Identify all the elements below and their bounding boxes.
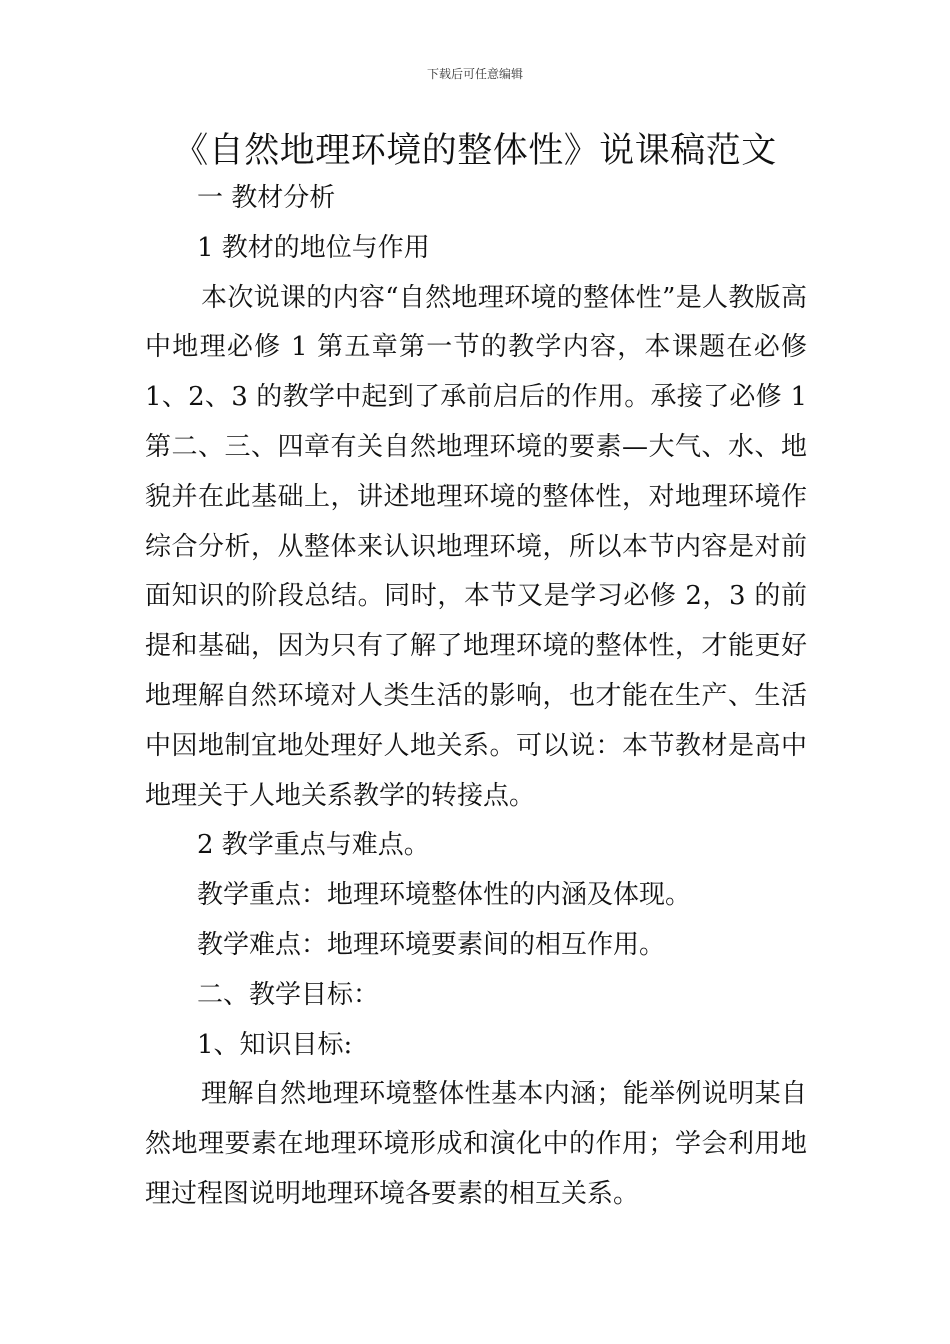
key-point-text: 教学重点：地理环境整体性的内涵及体现。 — [197, 880, 692, 911]
document-body — [145, 174, 807, 1220]
subsection-heading-knowledge-goal: 1、知识目标: — [197, 1029, 353, 1060]
subsection-heading-status-role: 1 教材的地位与作用 — [197, 232, 430, 263]
document-title: 《自然地理环境的整体性》说课稿范文 — [173, 131, 777, 171]
difficult-point-text: 教学难点：地理环境要素间的相互作用。 — [197, 929, 666, 960]
paragraph-knowledge-goal: 理解自然地理环境整体性基本内涵；能举例说明某自然地理要素在地理环境形成和演化中的作用；学会利用地理过程图说明地理环境各要素的相互关系。 — [145, 1079, 807, 1209]
section-heading-teaching-goals: 二、教学目标： — [197, 979, 380, 1010]
paragraph-status-role: 本次说课的内容“自然地理环境的整体性”是人教版高中地理必修 1 第五章第一节的教学内容，本课题在必修 1、2、3 的教学中起到了承前启后的作用。承接了必修 1 第二、三、四章有关自然地理环境的要素—大气、水、地貌并在此基础上，讲述地理环境的整体性，对地理环境作综合分析，从整体来认识地理环境，所以本节内容是对前面知识的阶段总结。同时，本节又是学习必修 2，3 的前提和基础，因为只有了解了地理环境的整体性，才能更好地理解自然环境对人类生活的影响，也才能在生产、生活中因地制宜地处理好人地关系。可以说：本节教材是高中地理关于人地关系教学的转接点。 — [145, 282, 807, 811]
page-header-note: 下载后可任意编辑 — [426, 67, 523, 81]
subsection-heading-key-difficult: 2 教学重点与难点。 — [197, 830, 430, 861]
section-heading-textbook-analysis: 一 教材分析 — [197, 183, 336, 213]
